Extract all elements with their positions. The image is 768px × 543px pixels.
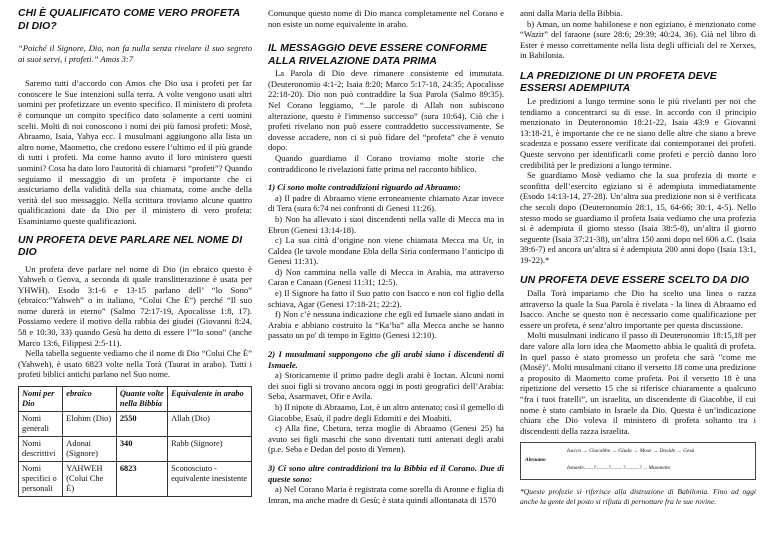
list-item: a) Nel Corano Maria è registrata come sorella di Aronne e figlia di Imran, ma anche madre di Gesù; è stata quindi allontanata di 1570 [268,484,504,505]
contradictions-intro: Quando guardiamo il Corano troviamo molte storie che contraddicono le rivelazioni fatte prima nel racconto biblico. [268,152,504,174]
column-1 [18,8,252,497]
column-3 [520,8,756,506]
table-cell: Sconosciuto - equivalente inesistente [168,462,252,497]
other-contradictions-subheading: 3) Ci sono altre contraddizioni tra la Bibbia ed il Corano. Due di queste sono: [268,462,504,484]
list-item: f) Non c’è nessuna indicazione che egli ed Ismaele siano andati in Arabia e abbiano costruito la “Ka’ba” alla Mecca anche se hanno passato un po' di tempo in Egitto (Genesi 12:10). [268,309,504,341]
abraham-subheading: 1) Ci sono molte contraddizioni riguardo ad Abraamo: [268,182,461,193]
list-item: c) La sua città d’origine non viene chiamata Mecca ma Ur, in Caldea (le tavole mondane Ebla della Siria confermano l’anticipo di Genesi 11:31). [268,235,504,267]
table-cell: Rabb (Signore) [168,437,252,462]
list-item: a) Storicamente il primo padre degli arabi è Ioctan. Alcuni nomi dei suoi figli si trovano ancora oggi in posti geografici dell’Arabia: Seba, Asarmavet, Ofir e Avila. [268,370,504,402]
lineage-diagram [520,442,756,480]
lineage-ishmael-row: Ismaele.......?.........?.........?..........? ... Maometto [567,465,671,472]
amos-quote: “Poiché il Signore, Dio, non fa nulla senza rivelare il suo segreto ai suoi servi, i profeti.” Amos 3:7 [18,43,252,64]
table-cell: Nomi descrittivi [19,437,63,462]
table-header: ebraico [63,387,117,412]
table-row [19,412,252,437]
arabs-subheading: 2) I musulmani suppongono che gli arabi siano i discendenti di Ismaele. [268,349,504,370]
table-cell: Nomi generali [19,412,63,437]
table-cell: Nomi specifici o personali [19,462,63,497]
list-item: c) Alla fine, Chetura, terza moglie di Abraamo (Genesi 25) ha avuto sei figli maschi che sono diventati tutti antenati degli arabi (p.e. Seba e Dedan del posto di Yemen). [268,423,504,455]
table-row [19,437,252,462]
heading-consistent-message: IL MESSAGGIO DEVE ESSERE CONFORME ALLA RIVELAZIONE DATA PRIMA [268,43,488,67]
aman-paragraph: b) Aman, un nome babilonese e non egiziano, è menzionato come “Wazir” del faraone (sure 28:6; 29:39; 40:24, 36). Già nel libro di Ester è messo correttamente nella lista degli ufficiali del re Xerxes, in Babilonia. [520,18,756,61]
intro-paragraph: Saremo tutti d’accordo con Amos che Dio usa i profeti per far conoscere le Sue intenzioni sulla terra. A volte vengono usati altri uomini per profetizzare un evento specifico. Il ministero di profeta è comunque un compito specifico dato solamente a certi uomini scelti. Molti di noi conoscono i nomi dei più famosi profeti: Mosè, Abraamo, Isaia, Yahya ecc. I musulmani aggiungono alla lista un altro nome, Maometto, che credono essere l’ultimo ed il più grande di tutti i profeti. Ma come hanno avuto il loro ministero questi uomini? Cosa ha dato loro l'autorità di chiamarsi “profeti”? Quando seguiamo il messaggio di un profeta è importante che ci assicuriamo della validità della sua chiamata, come anche della verità del suo messaggio. Nella scrittura troviamo alcune quattro qualificazioni date da Dio per il ministero di vero profeta: Esaminiamo queste qualificazioni. [18,78,252,226]
moses-isaiah-paragraph: Se guardiamo Mosè vediamo che la sua profezia di morte e sconfitta dell’esercito egiziano si è adempiuta immediatamente (Esodo 14:13-14, 27-28). Un’altra sua predizione non si è verificata che secoli dopo (Deuteronomio 28:1, 15, 64-66; 30:1, 4-5). Nello stesso modo se guardiamo il profeta Isaia vediamo che una profezia si è adempiuta il giorno stesso (Isaia 38:5-8), un’altra il giorno seguente (Isaia 37:21-38), un’altra 150 anni dopo nel 606 a.C. (Isaia 39:6-7) ed ancora un’altra si è adempiuta 200 anni dopo (Isaia 13:1, 19-22).* [520,170,756,265]
list-item: e) Il Signore ha fatto il Suo patto con Isacco e non col figlio della schiava, Agar (Genesi 17:18-21; 22:2). [268,288,504,309]
list-item: b) Non ha allevato i suoi discendenti nella valle di Mecca ma in Ebron (Genesi 13:14-18). [268,213,504,235]
list-item: a) Il padre di Abraamo viene erroneamente chiamato Azar invece di Tera (sura 6:74 nei confronti di Genesi 11:26). [268,192,504,214]
heading-prediction-fulfilled: LA PREDIZIONE DI UN PROFETA DEVE ESSERSI ADEMPIUTA [520,70,717,95]
name-of-god-paragraph: Un profeta deve parlare nel nome di Dio (in ebraico questo è Yahweh o Geova, a seconda di quale translitterazione è usata per YHWH). Esodo 3:1-6 e 13-15 parlano dell’ “lo Sono” (ebraico:”Yahweh” o in italiano, “Colui Che È”) perché “Il suo nome durerà in eterno” (Salmo 72:17-19, Apocalisse 1:8, 17). Possiamo vedere il motivo della rabbia dei giudei (Giovanni 8:24, 58 e 10:30, 33) quando Gesù ha detto di essere l’”Io sono” (anche Marco 13:6, Filippesi 2:5-11). [18,263,252,348]
table-cell: 340 [116,437,167,462]
lineage-root-label: Abraamo [525,457,546,464]
table-header: Nomi per Dio [19,387,63,412]
continuation-paragraph: anni dalla Maria della Bibbia. [520,8,623,18]
table-cell: YAHWEH (Colui Che È) [63,462,117,497]
heading-name-of-god: UN PROFETA DEVE PARLARE NEL NOME DI DIO [18,234,243,258]
table-cell: 6823 [116,462,167,497]
predictions-paragraph: Le predizioni a lungo termine sono le più rivelanti per noi che tendiamo a concentrarci su di esse. In accordo con il principio menzionato in Deuteronomio 18:21-22, Isaia 43:9 e Giovanni 13:18-21, è importante che ce ne siano delle altre che siano a breve scadenza e possano essere verificate dai contemporanei dei profeti. Queste servono per identificarli come profeti e perciò danno loro credibilità per le predizioni a lungo termine. [520,95,756,170]
table-cell: 2550 [116,412,167,437]
heading-true-prophet: CHI È QUALIFICATO COME VERO PROFETA DI DIO? [18,8,240,32]
table-header: Equivalente in arabo [168,387,252,412]
table-header-row [19,387,252,412]
chosen-line-paragraph: Dalla Torà impariamo che Dio ha scelto una linea o razza attraverso la quale la Sua Parola è rivelata - la linea di Abraamo ed Isacco. Anche se questo non è necessario come qualificazione per essere un profeta, è senz’altro importante per questa discussione. [520,287,756,330]
list-item: b) Il nipote di Abraamo, Lot, è un altro antenato; così il gemello di Giacobbe, Esaù, il padre degli Edomiti e dei Moabiti. [268,402,504,423]
deuteronomy-paragraph: Molti musulmani indicano il passo di Deuteronomio 18:15,18 per dare valore alla loro idea che Maometto abbia le qualità di profeta. In quel passo è stato promesso un profeta che sarà "come me (Mosè)". Molti musulmani citano il versetto 18 come una predizione a proposito di Maometto come profeta. Poi il versetto 18 è una ripetizione del versetto 15 che si riferisce chiaramente a qualcuno “fra i tuoi fratelli”, un israelita, un discendente di Giacobbe, il cui nome è stato cambiato in Israele da Dio. Questa è un’indicazione chiara che Dio voleva il ministero di profeta soltanto tra i discendenti della razza israelita. [520,330,756,436]
consistency-paragraph: La Parola di Dio deve rimanere consistente ed immutata. (Deuteronomio 4:1-2; Isaia 8:20; Marco 5:17-18, 24:35; Apocalisse 22:18-20). Dio non può contraddire la Sua Parola (Salmo 89:35). Nel Corano leggiamo, “...le parole di Allah non subiscono alterazione, questo è l'immenso successo” (sura 10:64). Ciò che i profeti rivelano non può essere contraddetto successivamente. Se dovesse accadere, non ci si può fidare del “profeta” che è venuto dopo. [268,68,504,153]
column-2 [268,8,504,505]
list-item: d) Non cammina nella valle di Mecca in Arabia, ma attraverso Caran e Canaan (Genesi 11:31; 12:5). [268,266,504,288]
lineage-isaac-row: Isacco → Giacobbe → Giuda → Mose → Davide → Gesù [567,448,695,455]
heading-chosen-by-god: UN PROFETA DEVE ESSERE SCELTO DA DIO [520,275,750,287]
footnote: *Queste profezie si riferisce alla distruzione di Babilonia. Fino ad oggi anche la gente del posto si rifiuta di pernottare fra le sue rovine. [520,487,756,506]
table-intro-paragraph: Nella tabella seguente vediamo che il nome di Dio “Colui Che È” (Yahweh), è usato 6823 volte nella Torà (Taurat in arabo). Tutti i profeti biblici antichi parlano nel Suo nome. [18,348,252,380]
names-of-god-table [18,386,252,497]
quran-name-paragraph: Comunque questo nome di Dio manca completamente nel Corano e non esiste un nome equivalente in arabo. [268,8,504,29]
table-cell: Allah (Dio) [168,412,252,437]
table-cell: Adonai (Signore) [63,437,117,462]
table-row [19,462,252,497]
table-cell: Elohim (Dio) [63,412,117,437]
table-header: Quante volte nella Bibbia [116,387,167,412]
